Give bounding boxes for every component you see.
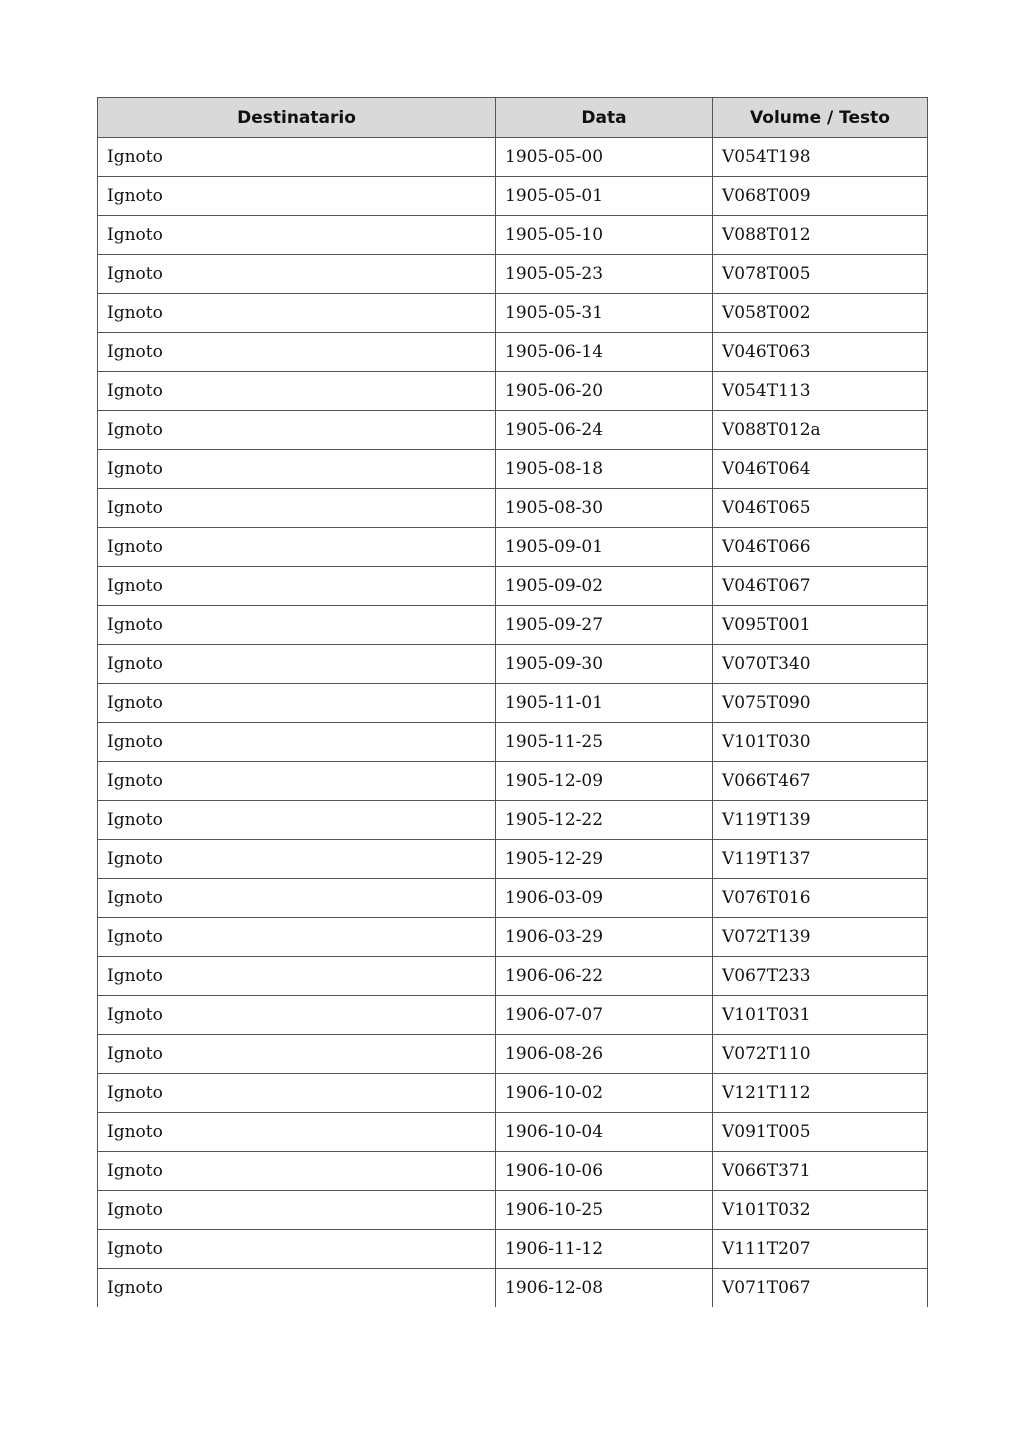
cell-data: 1905-11-25 [496, 723, 713, 762]
cell-destinatario: Ignoto [98, 411, 496, 450]
cell-destinatario: Ignoto [98, 138, 496, 177]
header-data: Data [496, 98, 713, 138]
cell-volume-testo: V054T198 [713, 138, 928, 177]
cell-data: 1906-07-07 [496, 996, 713, 1035]
cell-volume-testo: V066T371 [713, 1152, 928, 1191]
cell-destinatario: Ignoto [98, 645, 496, 684]
cell-volume-testo: V095T001 [713, 606, 928, 645]
table-row [98, 567, 928, 606]
cell-data: 1905-05-23 [496, 255, 713, 294]
cell-data: 1905-08-18 [496, 450, 713, 489]
cell-destinatario: Ignoto [98, 918, 496, 957]
cell-data: 1906-03-29 [496, 918, 713, 957]
table-row [98, 528, 928, 567]
cell-data: 1906-10-06 [496, 1152, 713, 1191]
cell-destinatario: Ignoto [98, 372, 496, 411]
cell-destinatario: Ignoto [98, 1113, 496, 1152]
cell-volume-testo: V058T002 [713, 294, 928, 333]
table-row [98, 684, 928, 723]
cell-data: 1905-09-30 [496, 645, 713, 684]
cell-data: 1905-06-20 [496, 372, 713, 411]
cell-destinatario: Ignoto [98, 528, 496, 567]
cell-destinatario: Ignoto [98, 1035, 496, 1074]
cell-volume-testo: V101T032 [713, 1191, 928, 1230]
cell-destinatario: Ignoto [98, 567, 496, 606]
cell-destinatario: Ignoto [98, 333, 496, 372]
cell-volume-testo: V078T005 [713, 255, 928, 294]
cell-volume-testo: V119T137 [713, 840, 928, 879]
cell-volume-testo: V119T139 [713, 801, 928, 840]
table-row [98, 450, 928, 489]
cell-destinatario: Ignoto [98, 255, 496, 294]
table-row [98, 216, 928, 255]
header-destinatario: Destinatario [98, 98, 496, 138]
cell-destinatario: Ignoto [98, 1152, 496, 1191]
cell-volume-testo: V046T064 [713, 450, 928, 489]
cell-volume-testo: V046T067 [713, 567, 928, 606]
cell-volume-testo: V046T063 [713, 333, 928, 372]
table-header [98, 98, 928, 138]
cell-volume-testo: V066T467 [713, 762, 928, 801]
table-row [98, 1074, 928, 1113]
header-row [98, 98, 928, 138]
table-row [98, 1230, 928, 1269]
cell-data: 1906-08-26 [496, 1035, 713, 1074]
cell-destinatario: Ignoto [98, 1269, 496, 1308]
cell-destinatario: Ignoto [98, 996, 496, 1035]
cell-destinatario: Ignoto [98, 450, 496, 489]
header-volume-testo: Volume / Testo [713, 98, 928, 138]
cell-destinatario: Ignoto [98, 489, 496, 528]
cell-data: 1905-05-01 [496, 177, 713, 216]
table-row [98, 1269, 928, 1308]
cell-data: 1906-10-02 [496, 1074, 713, 1113]
cell-data: 1905-12-22 [496, 801, 713, 840]
cell-volume-testo: V101T031 [713, 996, 928, 1035]
cell-destinatario: Ignoto [98, 177, 496, 216]
cell-volume-testo: V088T012a [713, 411, 928, 450]
cell-destinatario: Ignoto [98, 957, 496, 996]
table-row [98, 255, 928, 294]
table-row [98, 879, 928, 918]
table-row [98, 372, 928, 411]
cell-destinatario: Ignoto [98, 879, 496, 918]
cell-data: 1906-12-08 [496, 1269, 713, 1308]
cell-destinatario: Ignoto [98, 1074, 496, 1113]
cell-volume-testo: V101T030 [713, 723, 928, 762]
table-row [98, 801, 928, 840]
cell-destinatario: Ignoto [98, 1191, 496, 1230]
cell-data: 1906-03-09 [496, 879, 713, 918]
cell-destinatario: Ignoto [98, 606, 496, 645]
letters-table [97, 97, 928, 1307]
table-row [98, 606, 928, 645]
cell-data: 1905-08-30 [496, 489, 713, 528]
table-row [98, 918, 928, 957]
table-row [98, 996, 928, 1035]
cell-destinatario: Ignoto [98, 840, 496, 879]
cell-data: 1906-10-04 [496, 1113, 713, 1152]
table-row [98, 1152, 928, 1191]
cell-destinatario: Ignoto [98, 294, 496, 333]
cell-volume-testo: V070T340 [713, 645, 928, 684]
cell-data: 1905-09-27 [496, 606, 713, 645]
cell-destinatario: Ignoto [98, 723, 496, 762]
cell-volume-testo: V054T113 [713, 372, 928, 411]
cell-data: 1905-12-09 [496, 762, 713, 801]
cell-volume-testo: V075T090 [713, 684, 928, 723]
cell-data: 1905-05-00 [496, 138, 713, 177]
cell-volume-testo: V072T110 [713, 1035, 928, 1074]
table-row [98, 723, 928, 762]
cell-volume-testo: V067T233 [713, 957, 928, 996]
cell-data: 1905-11-01 [496, 684, 713, 723]
cell-data: 1905-06-24 [496, 411, 713, 450]
table-row [98, 294, 928, 333]
table-row [98, 840, 928, 879]
table-row [98, 762, 928, 801]
cell-destinatario: Ignoto [98, 684, 496, 723]
cell-volume-testo: V046T065 [713, 489, 928, 528]
cell-volume-testo: V088T012 [713, 216, 928, 255]
cell-data: 1905-09-01 [496, 528, 713, 567]
cell-data: 1905-05-10 [496, 216, 713, 255]
cell-data: 1906-06-22 [496, 957, 713, 996]
cell-volume-testo: V068T009 [713, 177, 928, 216]
cell-volume-testo: V091T005 [713, 1113, 928, 1152]
cell-volume-testo: V076T016 [713, 879, 928, 918]
cell-volume-testo: V111T207 [713, 1230, 928, 1269]
table-row [98, 489, 928, 528]
cell-data: 1905-09-02 [496, 567, 713, 606]
cell-volume-testo: V121T112 [713, 1074, 928, 1113]
table-row [98, 957, 928, 996]
table-row [98, 333, 928, 372]
cell-volume-testo: V046T066 [713, 528, 928, 567]
table-row [98, 1113, 928, 1152]
cell-data: 1905-06-14 [496, 333, 713, 372]
cell-data: 1906-11-12 [496, 1230, 713, 1269]
table-row [98, 1191, 928, 1230]
table-row [98, 177, 928, 216]
cell-destinatario: Ignoto [98, 801, 496, 840]
table-row [98, 138, 928, 177]
cell-destinatario: Ignoto [98, 762, 496, 801]
cell-volume-testo: V072T139 [713, 918, 928, 957]
cell-destinatario: Ignoto [98, 1230, 496, 1269]
cell-data: 1905-12-29 [496, 840, 713, 879]
table-row [98, 1035, 928, 1074]
cell-volume-testo: V071T067 [713, 1269, 928, 1308]
cell-data: 1906-10-25 [496, 1191, 713, 1230]
table-body [98, 138, 928, 1308]
cell-destinatario: Ignoto [98, 216, 496, 255]
table-row [98, 645, 928, 684]
cell-data: 1905-05-31 [496, 294, 713, 333]
table-row [98, 411, 928, 450]
